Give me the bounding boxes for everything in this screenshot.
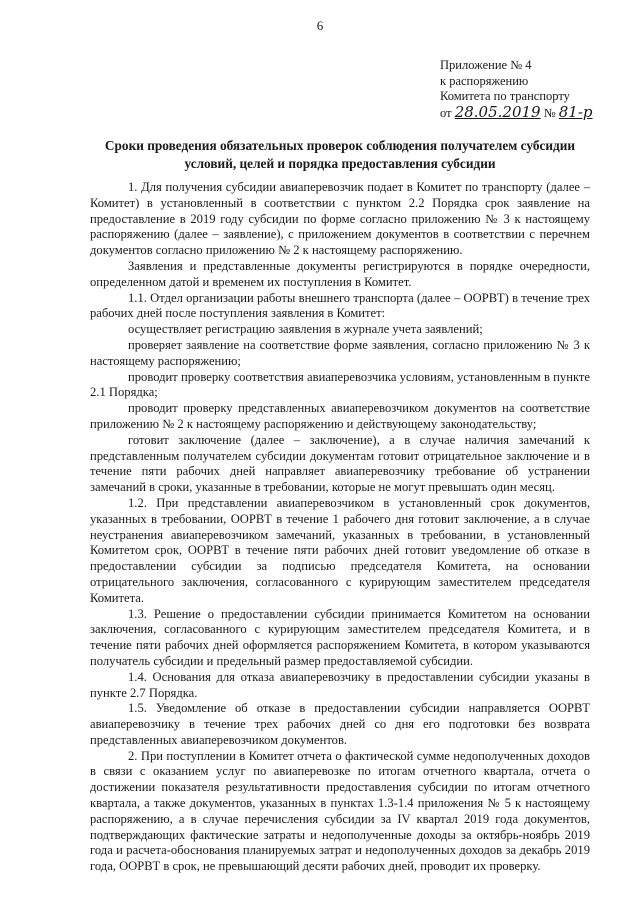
paragraph: Заявления и представленные документы регистрируются в порядке очередности, определенном датой и временем их поступления в Комитет. <box>90 258 590 289</box>
date-prefix: от <box>440 105 452 120</box>
page-number: 6 <box>316 18 324 33</box>
handwritten-number: 81-р <box>558 102 593 121</box>
paragraph: проводит проверку соответствия авиаперевозчика условиям, установленным в пункте 2.1 Порядка; <box>90 369 590 400</box>
paragraph: 1. Для получения субсидии авиаперевозчик подает в Комитет по транспорту (далее – Комитет) в установленный в соответствии с пунктом 2.2 Порядка срок заявление на предоставление в 2019 году субсидии по форме согласно приложению № 3 к настоящему распоряжению (далее – заявление), с приложением документов в соответствии с перечнем документов согласно приложению № 2 к настоящему распоряжению. <box>90 180 590 258</box>
paragraph: 1.3. Решение о предоставлении субсидии принимается Комитетом на основании заключения, согласованного с курирующим заместителем председателя Комитета, и в течение пяти рабочих дней оформляется распоряжением Комитета, в котором указываются получатель субсидии и предельный размер предоставляемой субсидии. <box>90 606 590 668</box>
annex-committee: Комитета по транспорту <box>440 89 570 103</box>
paragraph: проводит проверку представленных авиаперевозчиком документов на соответствие приложению № 2 к настоящему распоряжению и действующему законодательству; <box>90 401 590 431</box>
paragraph: готовит заключение (далее – заключение), а в случае наличия замечаний к представленным получателем субсидии документам готовит отрицательное заключение и в течение пяти рабочих дней направляет авиаперевозчику требование об устранении замечаний в сроки, указанные в требовании, которые не могут превышать один месяц. <box>90 432 590 495</box>
annex-header <box>440 58 593 121</box>
paragraph: 1.1. Отдел организации работы внешнего транспорта (далее – ООРВТ) в течение трех рабочих дней после поступления заявления в Комитет: <box>90 290 590 321</box>
paragraph: 2. При поступлении в Комитет отчета о фактической сумме недополученных доходов в связи с оказанием услуг по авиаперевозке по итогам отчетного квартала, отчета о достижении показателя результативности предоставления субсидии по итогам отчетного квартала, а также документов, указанных в пунктах 1.3-1.4 приложения № 5 к настоящему распоряжению, а в случае перечисления субсидии за IV квартал 2019 года документов, подтверждающих фактические затраты и недополученные доходы за октябрь-ноябрь 2019 года и расчета-обоснования планируемых затрат и недополученных доходов за декабрь 2019 года, ООРВТ в срок, не превышающий десяти рабочих дней, проводит их проверку. <box>90 748 590 874</box>
paragraph: осуществляет регистрацию заявления в журнале учета заявлений; <box>128 322 483 337</box>
number-prefix: № <box>543 105 556 120</box>
handwritten-date: 28.05.2019 <box>454 102 541 121</box>
annex-date-line <box>440 102 593 122</box>
paragraph: 1.5. Уведомление об отказе в предоставлении субсидии направляется ООРВТ авиаперевозчику в течение трех рабочих дней со дня его подготовки без возврата представленных авиаперевозчиком документов. <box>90 701 590 747</box>
annex-title: Приложение № 4 <box>440 58 532 72</box>
paragraph: проверяет заявление на соответствие форме заявления, согласно приложению № 3 к настоящему распоряжению; <box>90 337 590 368</box>
annex-subtitle: к распоряжению <box>440 73 529 88</box>
paragraph: 1.2. При представлении авиаперевозчиком в установленный срок документов, указанных в требовании, ООРВТ в течение 1 рабочего дня готовит заключение, а в случае неустранения авиаперевозчиком замечаний, указанных в требовании, в установленный Комитетом срок, ООРВТ в течение пяти рабочих дней готовит уведомление об отказе в предоставлении субсидии за подписью председателя Комитета, на основании отрицательного заключения, согласованного с курирующим заместителем председателя Комитета. <box>90 495 590 605</box>
document-body <box>90 180 590 875</box>
document-title: Сроки проведения обязательных проверок соблюдения получателем субсидии условий, целей и порядка предоставления субсидии <box>104 138 576 171</box>
paragraph: 1.4. Основания для отказа авиаперевозчику в предоставлении субсидии указаны в пункте 2.7 Порядка. <box>90 669 590 700</box>
